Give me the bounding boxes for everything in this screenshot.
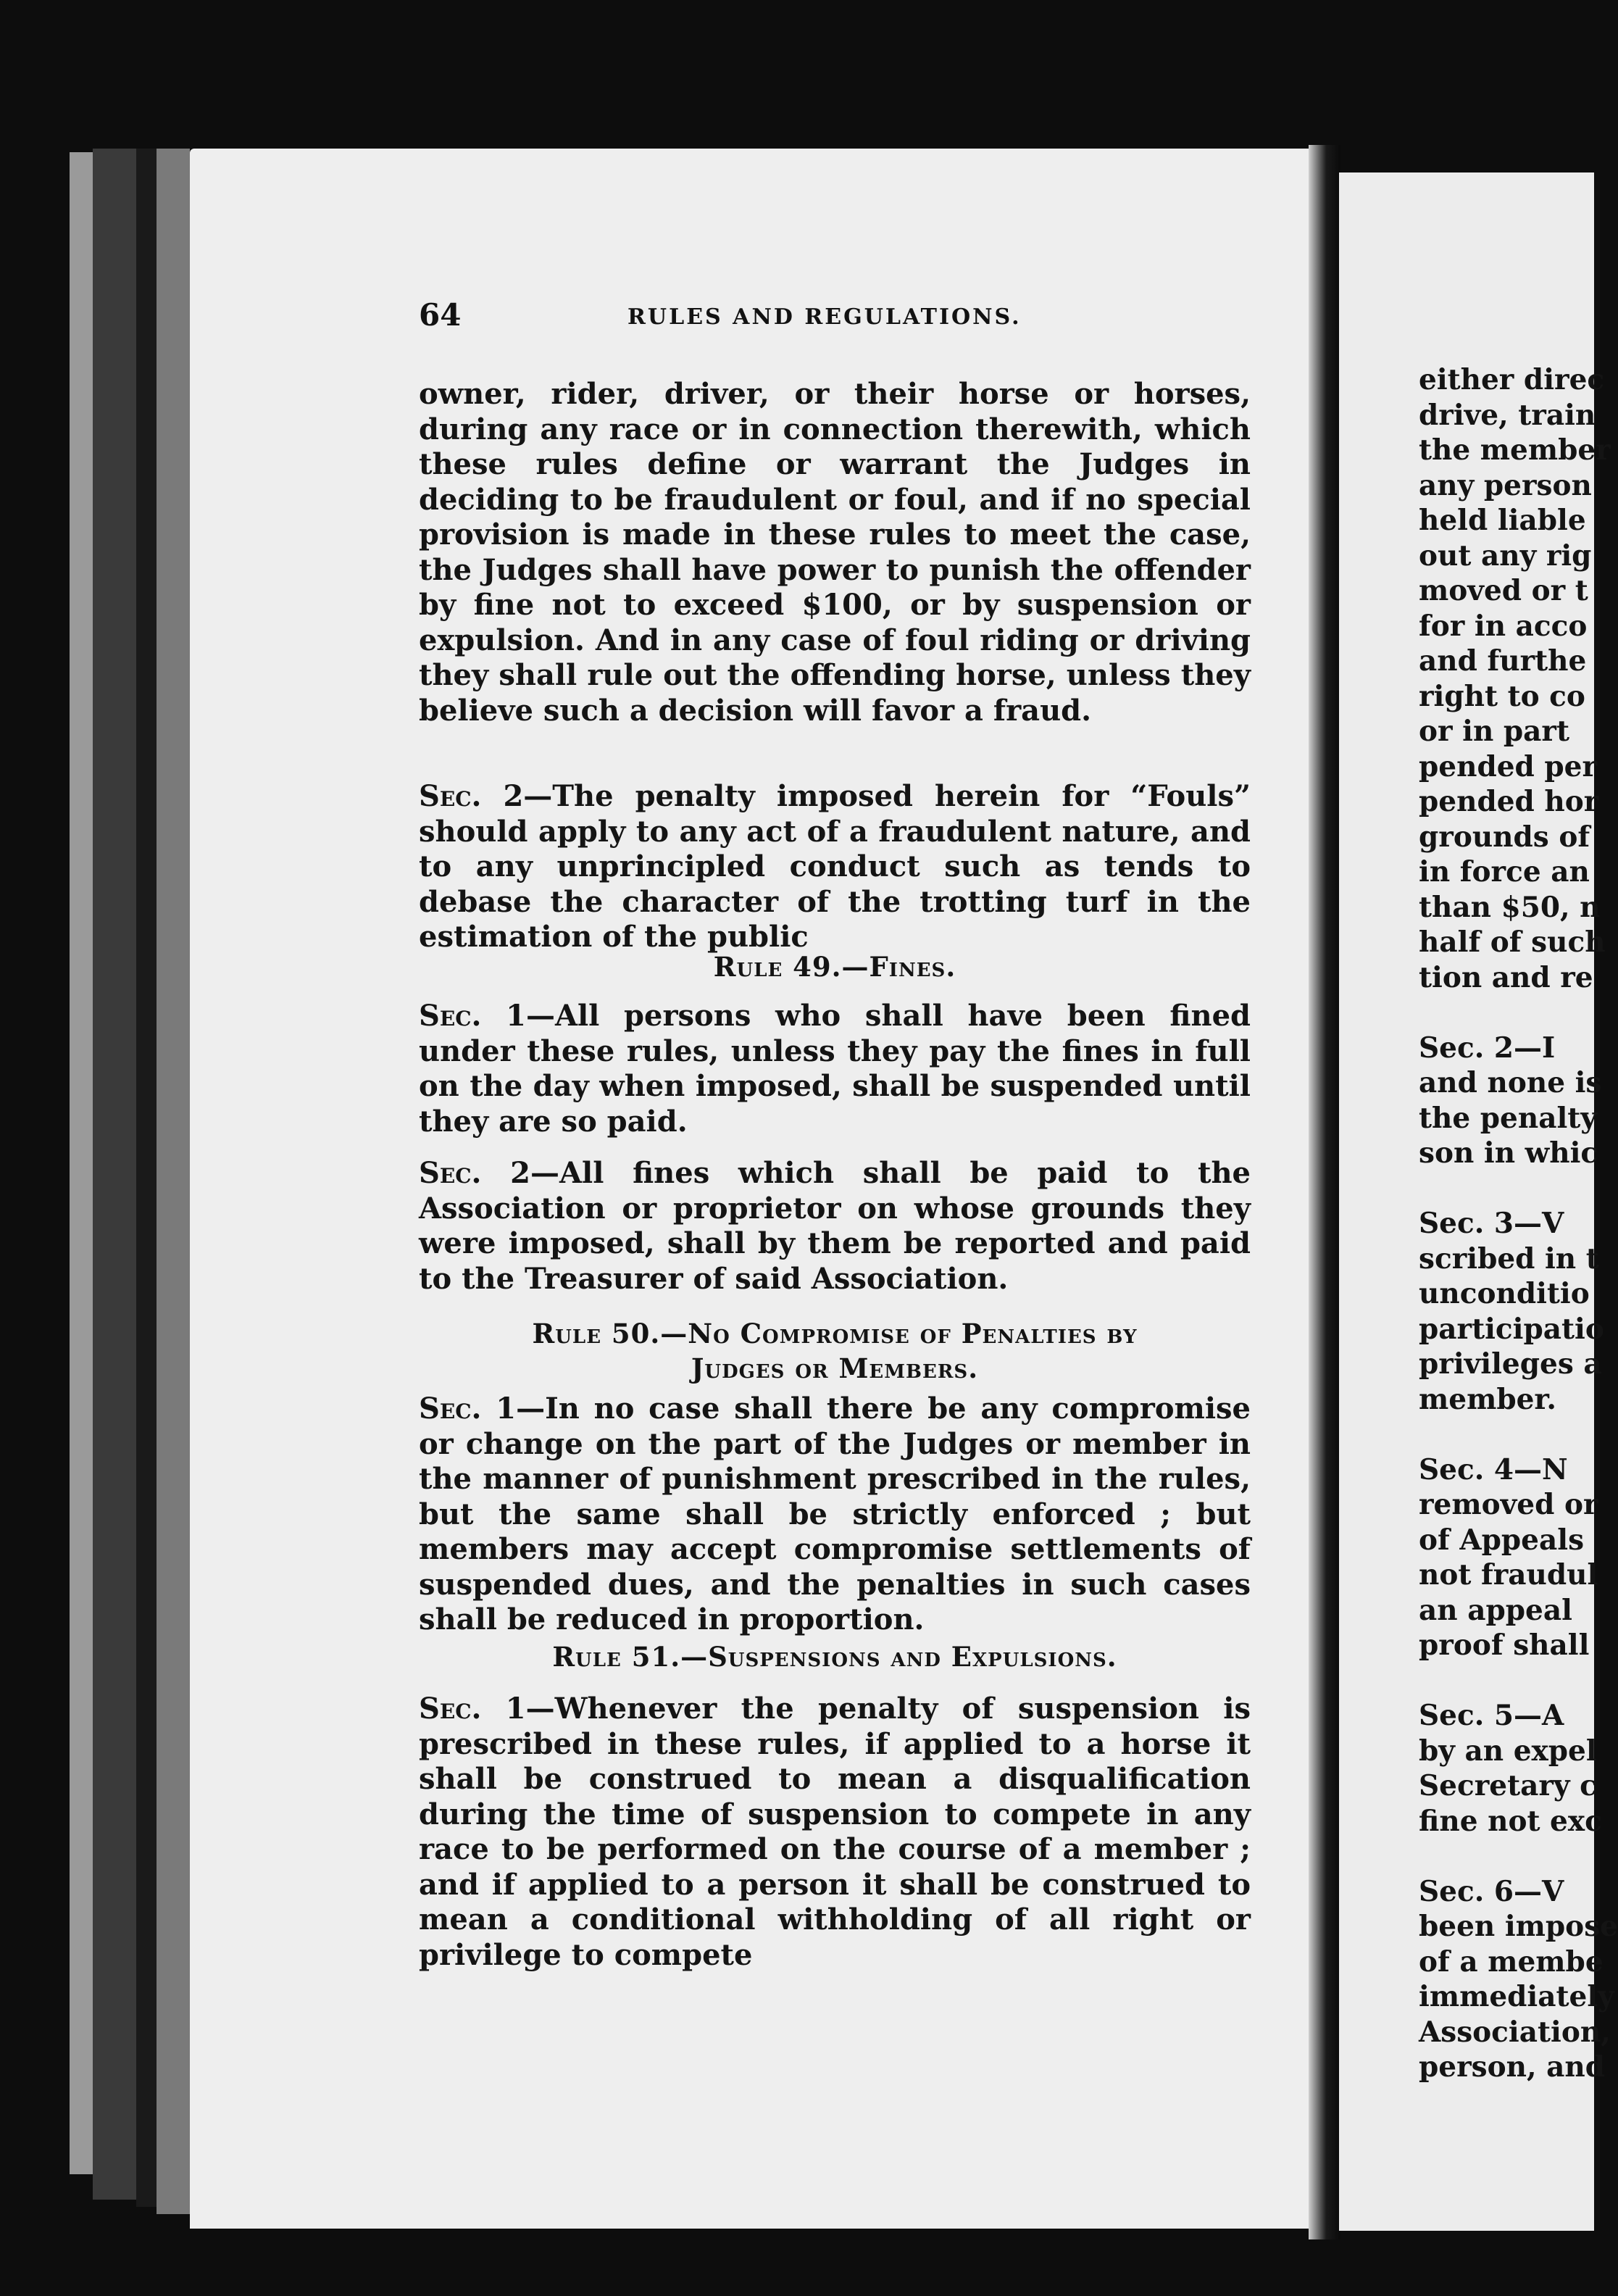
right-page-line: pended hor	[1419, 785, 1599, 818]
right-page-line: for in acco	[1419, 609, 1588, 643]
right-page-line: been impose	[1419, 1910, 1618, 1943]
right-page-line: and none is	[1419, 1066, 1602, 1099]
spine-dark	[136, 149, 157, 2207]
right-page-line: tion and re	[1419, 960, 1593, 994]
right-page-line: pended per	[1419, 749, 1597, 783]
right-page-line: son in whic	[1419, 1136, 1598, 1170]
right-page-line: fine not exc	[1419, 1804, 1602, 1838]
right-page-line: Association,	[1419, 2015, 1611, 2049]
right-page-text-column	[1419, 362, 1618, 2085]
right-page-line: Sec. 6—V	[1419, 1874, 1564, 1908]
right-page-blank-line	[1419, 995, 1594, 1031]
section-label: Sec. 2	[419, 779, 524, 813]
right-page-line: drive, train	[1419, 398, 1596, 432]
right-page-line: an appeal	[1419, 1593, 1572, 1627]
para-rule50-sec1	[419, 1392, 1251, 1638]
page-edge-outer	[70, 152, 93, 2174]
right-page-line: Sec. 4—N	[1419, 1452, 1568, 1486]
right-page-line: immediately	[1419, 1980, 1614, 2013]
section-label: Sec. 2	[419, 1156, 530, 1190]
right-page-line: person, and	[1419, 2050, 1606, 2084]
right-page-line: privileges a	[1419, 1347, 1602, 1381]
right-page-line: either direc	[1419, 363, 1605, 396]
right-page-line: the penalty	[1419, 1101, 1597, 1135]
section-text: —All fines which shall be paid to the Association or proprietor on whose grounds they were imposed, shall by them be reported and paid to the Treasurer of said Association.	[419, 1156, 1251, 1296]
right-page-line: out any rig	[1419, 538, 1592, 573]
rule-heading: Rule 49.—Fines.	[713, 951, 956, 983]
page-stack-edge	[157, 149, 190, 2214]
section-text: —Whenever the penalty of suspension is prescribed in these rules, if applied to a horse it shall be construed to mean a disqualification during the time of suspension to compete in any race to be performed on the course of a member ; and if applied to a person it shall be construed to mean a conditional withholding of all right or privilege to compete	[419, 1692, 1251, 1972]
right-page-line: than $50, n	[1419, 890, 1601, 924]
right-page-blank-line	[1419, 1171, 1594, 1207]
right-page-line: the member	[1419, 433, 1611, 467]
right-page-line: and furthe	[1419, 644, 1587, 678]
paragraph-text: owner, rider, driver, or their horse or horses, during any race or in connection therewith, which these rules define or warrant the Judges in deciding to be fraudulent or foul, and if no special provision is made in these rules to meet the case, the Judges shall have power to punish the offender by fine not to exceed $100, or by suspension or expulsion. And in any case of foul riding or driving they shall rule out the offending horse, unless they believe such a decision will favor a fraud.	[419, 377, 1251, 728]
right-page-line: half of such	[1419, 926, 1606, 959]
spine-shadow	[93, 149, 136, 2200]
rule-heading-line2: Judges or Members.	[691, 1352, 979, 1384]
right-page-line: of Appeals	[1419, 1523, 1585, 1557]
section-text: —All persons who shall have been fined under these rules, unless they pay the fines in full on the day when imposed, shall be suspended until they are so paid.	[419, 999, 1251, 1139]
right-page-line: Secretary c	[1419, 1769, 1597, 1802]
rule-heading-line1: Rule 50.—No Compromise of Penalties by	[532, 1318, 1138, 1349]
para-rule49-sec2	[419, 1156, 1251, 1297]
book-gutter	[1309, 145, 1340, 2239]
right-page-blank-line	[1419, 1417, 1594, 1452]
section-label: Sec. 1	[419, 1692, 526, 1726]
right-page-line: participatio	[1419, 1312, 1604, 1346]
right-page-line: removed or	[1419, 1488, 1598, 1521]
para-rule51-sec1	[419, 1692, 1251, 1973]
rule49-heading	[419, 949, 1251, 984]
right-page-line: unconditio	[1419, 1277, 1590, 1310]
para-rule49-sec1	[419, 999, 1251, 1139]
right-page-line: moved or t	[1419, 574, 1588, 607]
section-text: —The penalty imposed herein for “Fouls” should apply to any act of a fraudulent nature, and to any unprincipled conduct such as tends to debase the character of the trotting turf in the estimation of the public	[419, 779, 1251, 954]
right-page-line: of a membe	[1419, 1944, 1604, 1979]
right-page-line: in force an	[1419, 855, 1590, 889]
right-page-line: or in part	[1419, 715, 1569, 748]
right-page-line: held liable	[1419, 504, 1586, 537]
right-page-line: not fraudul	[1419, 1558, 1598, 1592]
page-number: 64	[419, 297, 462, 333]
section-label: Sec. 1	[419, 1392, 517, 1426]
right-page-blank-line	[1419, 1839, 1594, 1874]
para-rule48-continuation	[419, 377, 1251, 728]
section-label: Sec. 1	[419, 999, 526, 1033]
para-rule48-sec2	[419, 779, 1251, 955]
right-page-line: right to co	[1419, 679, 1585, 713]
rule50-heading	[419, 1316, 1251, 1386]
right-page-line: by an expel	[1419, 1734, 1597, 1768]
right-page-line: Sec. 5—A	[1419, 1699, 1564, 1732]
section-text: —In no case shall there be any compromise or change on the part of the Judges or member in the manner of punishment prescribed in the rules, but the same shall be strictly enforced ; but members may accept compromise settlements of suspended dues, and the penalties in such cases shall be reduced in proportion.	[419, 1392, 1251, 1636]
right-page-line: grounds of	[1419, 820, 1590, 854]
right-page-line: member.	[1419, 1382, 1556, 1416]
rule51-heading	[419, 1639, 1251, 1674]
right-page-line: Sec. 2—I	[1419, 1031, 1556, 1065]
right-page-blank-line	[1419, 1663, 1594, 1699]
right-page-line: any person	[1419, 468, 1592, 502]
right-page-line: proof shall	[1419, 1629, 1590, 1662]
right-page-line: Sec. 3—V	[1419, 1207, 1564, 1240]
rule-heading: Rule 51.—Suspensions and Expulsions.	[552, 1641, 1117, 1673]
running-title: RULES AND REGULATIONS.	[627, 304, 1022, 330]
right-page-line: scribed in t	[1419, 1241, 1599, 1276]
